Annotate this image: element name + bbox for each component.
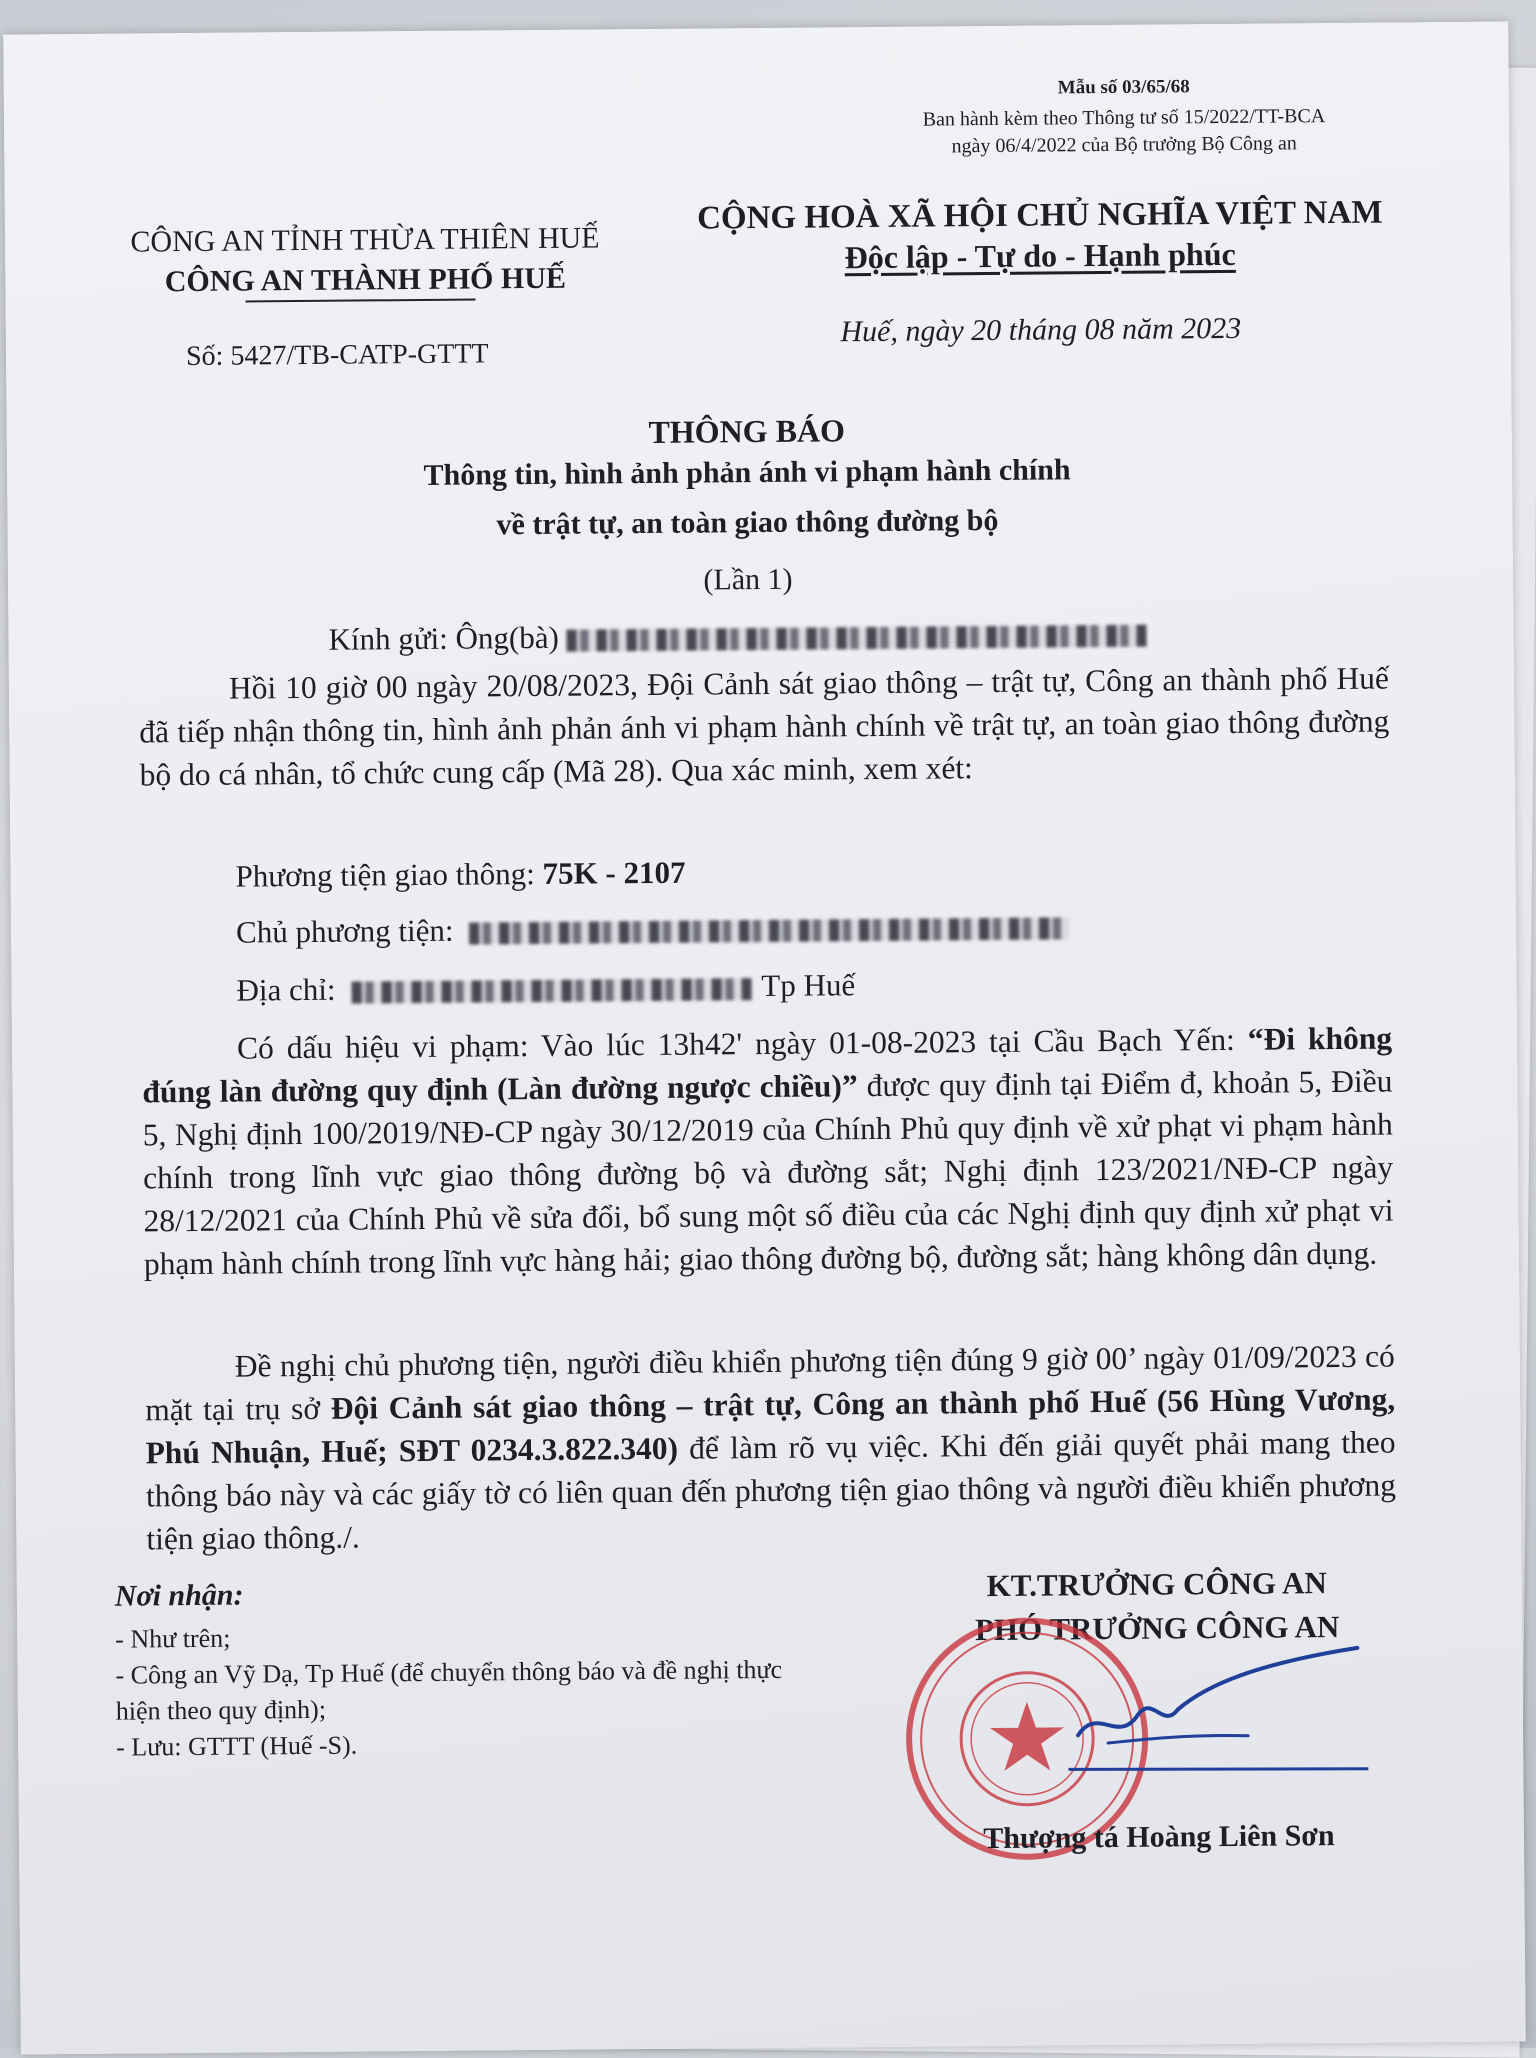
notice-attempt: (Lần 1) [703, 562, 793, 597]
address-line [236, 967, 855, 1008]
owner-line [236, 907, 1070, 950]
address-label: Địa chỉ: [236, 971, 344, 1008]
vehicle-line [235, 855, 685, 895]
addressee-label: Kính gửi: Ông(bà) [328, 619, 559, 657]
place-date: Huế, ngày 20 tháng 08 năm 2023 [840, 311, 1242, 349]
violation-legal-basis: được quy định tại Điểm đ, khoản 5, Điều 5, Nghị định 100/2019/NĐ-CP ngày 30/12/2019 của Chính Phủ quy định về xử phạt vi phạm hành chính trong lĩnh vực giao thông đường bộ và đường sắt; Nghị định 123/2021/NĐ-CP ngày 28/12/2021 của Chính Phủ về sửa đổi, bổ sung một số điều của các Nghị định quy định xử phạt vi phạm hành chính trong lĩnh vực hàng hải; giao thông đường bộ, đường sắt; hàng không dân dụng. [142, 1063, 1394, 1282]
signer-name: Thượng tá Hoàng Liên Sơn [983, 1819, 1335, 1856]
document-subtitle-line1: Thông tin, hình ảnh phản ánh vi phạm hành chính [423, 453, 1071, 492]
document-subtitle-line2: về trật tự, an toàn giao thông đường bộ [496, 503, 999, 542]
violation-paragraph [142, 1017, 1394, 1286]
address-city: Tp Huế [761, 967, 856, 1004]
national-title: CỘNG HOÀ XÃ HỘI CHỦ NGHĨA VIỆT NAM [696, 194, 1383, 237]
recipients-title: Nơi nhận: [114, 1578, 244, 1613]
intro-paragraph: Hồi 10 giờ 00 ngày 20/08/2023, Đội Cảnh sát giao thông – trật tự, Công an thành phố Huế đã tiếp nhận thông tin, hình ảnh phản ánh vi phạm hành chính về trật tự, an toàn giao thông đường bộ do cá nhân, tổ chức cung cấp (Mã 28). Qua xác minh, xem xét: [139, 660, 1390, 793]
recipient-item: - Công an Vỹ Dạ, Tp Huế (để chuyển thông báo và đề nghị thực hiện theo quy định); [115, 1654, 783, 1726]
document-title: THÔNG BÁO [648, 412, 846, 450]
request-paragraph [145, 1335, 1397, 1561]
signatory-position: PHÓ TRƯỞNG CÔNG AN [974, 1609, 1340, 1648]
form-issued-line2: ngày 06/4/2022 của Bộ trưởng Bộ Công an [951, 132, 1297, 158]
addressee [328, 615, 1147, 658]
form-issued-note [864, 103, 1384, 162]
issuing-agency: CÔNG AN THÀNH PHỐ HUẾ [164, 261, 567, 299]
vehicle-label: Phương tiện giao thông: [235, 855, 543, 894]
redacted-owner [469, 917, 1069, 944]
request-rest: để làm rõ vụ việc. Khi đến giải quyết phải mang theo thông báo này và các giấy tờ có liên quan đến phương tiện giao thông và người điều khiển phương tiện giao thông./. [145, 1424, 1397, 1557]
redacted-address [351, 978, 751, 1003]
recipient-item: - Như trên; [115, 1623, 231, 1654]
form-issued-line1: Ban hành kèm theo Thông tư số 15/2022/TT-BCA [922, 105, 1326, 131]
agency-parent: CÔNG AN TỈNH THỪA THIÊN HUẾ [130, 221, 600, 259]
signatory-title: KT.TRƯỞNG CÔNG AN [986, 1565, 1328, 1604]
signature-mark [1067, 1643, 1368, 1776]
violation-quote: “Đi không đúng làn đường quy định (Làn đường ngược chiều)” [142, 1020, 1393, 1110]
request-prefix: Đề nghị chủ phương tiện, người điều khiển phương tiện đúng 9 giờ 00’ ngày 01/09/2023 có mặt tại trụ sở [145, 1338, 1395, 1428]
redacted-name [567, 625, 1147, 652]
agency-underline [246, 298, 476, 302]
violation-prefix: Có dấu hiệu vi phạm: Vào lúc 13h42' ngày 01-08-2023 tại Cầu Bạch Yến: [236, 1021, 1248, 1066]
vehicle-plate: 75K - 2107 [542, 854, 686, 891]
document-number: Số: 5427/TB-CATP-GTTT [185, 338, 489, 373]
form-number: Mẫu số 03/65/68 [1057, 76, 1190, 99]
owner-label: Chủ phương tiện: [235, 912, 462, 950]
national-motto: Độc lập - Tự do - Hạnh phúc [844, 235, 1236, 276]
document-page [3, 21, 1526, 2054]
request-office: Đội Cảnh sát giao thông – trật tự, Công an thành phố Huế (56 Hùng Vương, Phú Nhuận, Huế; SĐT 0234.3.822.340) [145, 1381, 1396, 1471]
recipient-item: - Lưu: GTTT (Huế -S). [116, 1730, 358, 1762]
